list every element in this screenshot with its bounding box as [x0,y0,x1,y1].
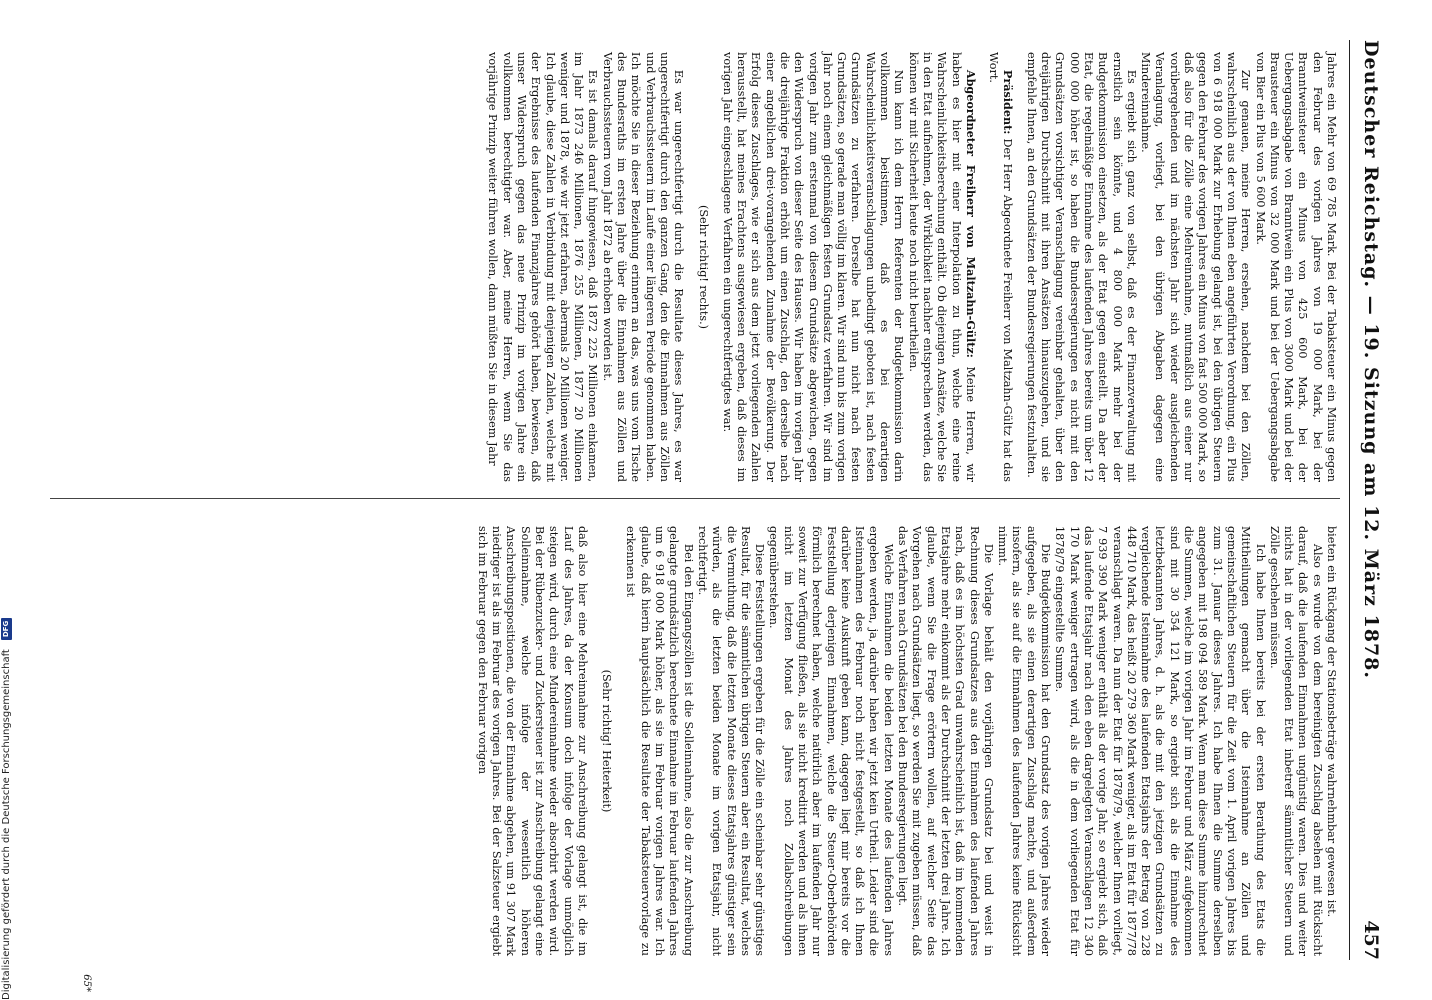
page-number: 457 [1360,920,1382,960]
paragraph: Ich habe Ihnen bereits bei der ersten Berathung des Etats die Mittheilungen gemacht über die Isteinnahme an Zöllen und gemeinschaftlichen Steuern für die Zeit vom 1. April vorigen Jahres bis zum 31. Januar dieses Jahres. Ich habe Ihnen die Summe derselben angegeben mit 198 094 589 Mark. Wenn man diese Summe hinzurechnet die Summen, welche im vorigen Jahr im Februar und März aufgekommen sind mit 30 354 121 Mark, so ergiebt sich als die Einnahme des letztbekannten Jahres, d. h. als die mit den jetzigen Grundsätzen zu vergleichende Isteinnahme des laufenden Etatsjahrs der Betrag von 228 448 710 Mark, das heißt 20 279 360 Mark weniger, als im Etat für 1877/78 veranschlagt waren. Da nun der Etat für 1878/79, welcher Ihnen vorliegt, 7 939 390 Mark weniger enthält als der vorige Jahr, so ergiebt sich, daß das laufende Etatsjahr nach den eben dargelegten Veranschlagen 12 340 170 Mark weniger ertragen wird, als die in dem vorliegenden Etat für 1878/79 eingestellte Summe. [1053,526,1267,956]
right-text-column [474,526,1338,956]
paragraph: (Sehr richtig! Heiterkeit) [600,669,614,813]
running-title: Deutscher Reichstag. — 19. Sitzung am 12. März 1878. [1360,40,1382,679]
paragraph: bieten ein Rückgang der Stationsbeträge wahrnehmbar gewesen ist. [1325,526,1338,918]
digitization-note-text: Digitalisierung gefördert durch die Deutsche Forschungsgemeinschaft [1,649,12,1000]
paragraph: daß also hier eine Mehreinnahme zur Anschreibung gelangt ist, die im Lauf des Jahres, da der Konsum doch infolge der Vorlage unmöglich steigen wird, durch eine Mindereinnahme wieder absorbirt werden wird. Bei der Rübenzucker- und Zuckersteuer ist zur Anschreibung gelangt eine Solleinnahme, welche infolge der wesentlich höheren Anschreibungspositionen, die von der Einnahme abgehen, um 91 307 Mark niedriger ist als im Februar des vorigen Jahres. Bei der Salzsteuer ergiebt sich im Februar gegen den Februar vorigen [475,526,589,956]
signature-mark: 65* [81,974,92,992]
paragraph: Nun kann ich dem Herrn Referenten der Budgetkommission darin vollkommen beistimmen, daß es bei derartigen Wahrscheinlichkeitsveranschlagungen unbedingt geboten ist, nach festen Grundsätzen zu verfahren. Derselbe hat nun nicht nach festen Grundsätzen, so gerade man völlig im klaren. Wir sind nun bis zum vorigen Jahr noch einem gleichmäßigen festen Grundsatz verfahren. Wir sind im vorigen Jahr zum erstenmal von diesem Grundsätze abgewichen, gegen den Widerspruch von dieser Seite des Hauses. Wir haben im vorigen Jahr die dreijährige Fraktion erhöht um einen Zuschlag, den derselbe nach einer angeblichen drei-vorangehenden Zunahme der Bevölkerung. Der Erfolg dieses Zuschlages, wie er sich aus dem jetzt vorliegenden Zahlen herausstellt, hat meines Erachtens ausgewiesen ergeben, daß dieses im vorigen Jahr eingeschlagene Verfahren ein ungerechtfertigtes war. [720,52,906,482]
paragraph: Bei den Eingangszöllen ist die Solleinnahme, also die zur Anschreibung gelangte grundsätzlich berechnete Einnahme im Februar laufenden Jahres um 6 918 000 Mark höher, als sie im Februar vorigen Jahres war. Ich glaube, daß hierin hauptsächlich die Resultate der Tabaksteuervorlage zu erkennen ist [624,526,695,956]
speech-text: Meine Herren, wir haben es hier mit einer Interpolation zu thun, welche eine reine Wahrscheinlichkeitsberechnung enthält. Ob diejenigen Ansätze, welche Sie in den Etat aufnehmen, der Wirklichkeit nachher entsprechen werden, das können wir mit Sicherheit heute noch nicht beurtheilen. [906,52,977,482]
scanned-page [10,0,1410,1000]
paragraph: Zur genauen, meine Herren, ersehen, nachdem bei den Zöllen, wahrscheinlich aus der von Ihnen eben angeführten Verordnung, ein Plus von 6 918 000 Mark zur Erhebung gelangt ist, bei den übrigen Steuern gegen den Februar des vorigen Jahres ein Minus von fast 500 000 Mark, so daß also für die Zölle eine Mehreinnahme, mutmaßlich aus einer nur vorübergehenden und im nächsten Jahr sich wieder ausgleichenden Veranlagung, vorliegt, bei den übrigen Abgaben dagegen eine Mindereinnahme. [1139,52,1253,482]
paragraph: Es war ungerechtfertigt durch die Resultate dieses Jahres, es war ungerechtfertigt durch den ganzen Gang, den die Einnahmen aus Zöllen und Verbrauchssteuern im Laufe einer längeren Periode genommen haben. Ich möchte Sie in dieser Beziehung erinnern an das, was uns vom Tische des Bundesraths im ersten Jahre über die Einnahmen aus Zöllen und Verbrauchssteuern vom Jahr 1872 ab erhoben worden ist. [600,52,686,482]
paragraph: Jahres ein Mehr von 69 785 Mark. Bei der Tabaksteuer ein Minus gegen den Februar des vorigen Jahres von 19 000 Mark, bei der Branntweinsteuer ein Minus von 425 600 Mark, bei der Uebergangsabgabe von Branntwein ein Plus von 3000 Mark und bei der Brausteuer ein Minus von 32 000 Mark und bei der Uebergangsabgabe von Bier ein Plus von 5 600 Mark. [1253,52,1338,482]
paragraph: Welche Einnahmen die beiden letzten Monate des laufenden Jahres ergeben werden, ja, darüber haben wir jetzt kein Urtheil. Leider sind die Isteinnahmen des Februar noch nicht festgestellt, so daß ich Ihnen darüber keine Auskunft geben kann, dagegen liegt mir bereits vor die Feststellung derjenigen Einnahmen, welche die Steuer-Oberbehörden förmlich berechnet haben, welche natürlich aber im laufenden Jahr nur soweit zur Verfügung fließen, als sie nicht kreditirt werden und als ihnen nicht im letzten Monat des Jahres noch Zollabschreibungen gegenüberstehen. [767,526,895,956]
speaker-name: Abgeordneter Freiherr von Maltzahn-Gültz: [963,69,978,358]
speech-text: Der Herr Abgeordnete Freiherr von Maltzahn-Gültz hat das Wort. [987,52,1015,482]
paragraph: Es ist damals darauf hingewiesen, daß 1872 225 Millionen einkamen, im Jahr 1873 246 Millionen, 1876 255 Millionen, 1877 20 Millionen weniger und 1878, wie wir jetzt erfahren, abermals 20 Millionen weniger. Ich glaube, diese Zahlen in Verbindung mit denjenigen Zahlen, welche mit der Ergebnisse des laufenden Finanzjahres gehört haben, bewiesen, daß unser Widerspruch gegen das neue Prinzip im vorigen Jahre ein vollkommen berechtigter war. Aber, meine Herren, wenn Sie das vorjährige Prinzip weiter führen wollen, dann müßten Sie in diesem Jahr [486,52,600,482]
paragraph [986,52,1016,482]
speaker-name: Präsident: [1001,69,1016,135]
paragraph: Also es wurde von dem bereinigten Zuschlag absehen mit Rücksicht darauf, daß die laufenden Einnahmen ungünstig waren. Dies und weiter nichts hat in der vorliegenden Etat inbetreff sämmtlicher Steuern und Zölle geschehen müssen. [1267,526,1324,956]
paragraph: Die Budgetkommission hat den Grundsatz des vorigen Jahres wieder aufgegeben, als sie einen derartigen Zuschlag machte, und außerdem insofern, als sie auf die Einnahmen des laufenden Jahres keine Rücksicht nimmt. [996,526,1053,956]
left-text-column [485,52,1338,482]
dfg-logo: DFG [1,618,12,640]
digitization-note [0,0,14,1000]
header-rule [1349,40,1350,960]
column-divider [50,498,1340,499]
paragraph: (Sehr richtig! rechts.) [696,204,710,330]
paragraph: Die Vorlage behält den vorjährigen Grundsatz bei und weist in Rechnung dieses Grundsatzes aus den Einnahmen des laufenden Jahres nach, daß es im höchsten Grad unwahrscheinlich ist, daß im kommenden Etatsjahre mehr einkommt als der Durchschnitt der letzten drei Jahre. Ich glaube, wenn Sie die Frage erörtern wollen, auf welcher Seite das Vorgehen nach Grundsätzen liegt, so werden Sie mit zugeben müssen, daß das Verfahren nach Grundsätzen bei den Bundesregierungen liegt. [896,526,995,956]
paragraph: Es ergiebt sich ganz von selbst, daß es der Finanzverwaltung mit ernstlich sein könnte, und 4 800 000 Mark mehr bei der Budgetkommission einsetzen, als der Etat gegen einstellt. Da aber der Etat, die regelmäßige Einnahme des laufenden Jahres bereits um über 12 000 000 höher ist, so haben die Bundesregierungen es nicht mit den Grundsätzen vorsichtiger Veranschlagung vereinbar gehalten, über den dreijährigen Durchschnitt mit ihren Ansätzen hinauszugehen, und sie empfehle Ihnen, an den Grundsätzen der Bundesregierungen festzuhalten. [1024,52,1138,482]
paragraph: Diese Feststellungen ergeben für die Zölle ein scheinbar sehr günstiges Resultat, für die sämmtlichen übrigen Steuern aber ein Resultat, welches die Vermuthung, daß die letzten Monate dieses Etatsjahres günstiger sein würden, als die letzten beiden Monate im vorigen Etatsjahr, nicht rechtfertigt. [695,526,767,956]
paragraph [905,52,977,482]
page-header [1352,40,1382,960]
